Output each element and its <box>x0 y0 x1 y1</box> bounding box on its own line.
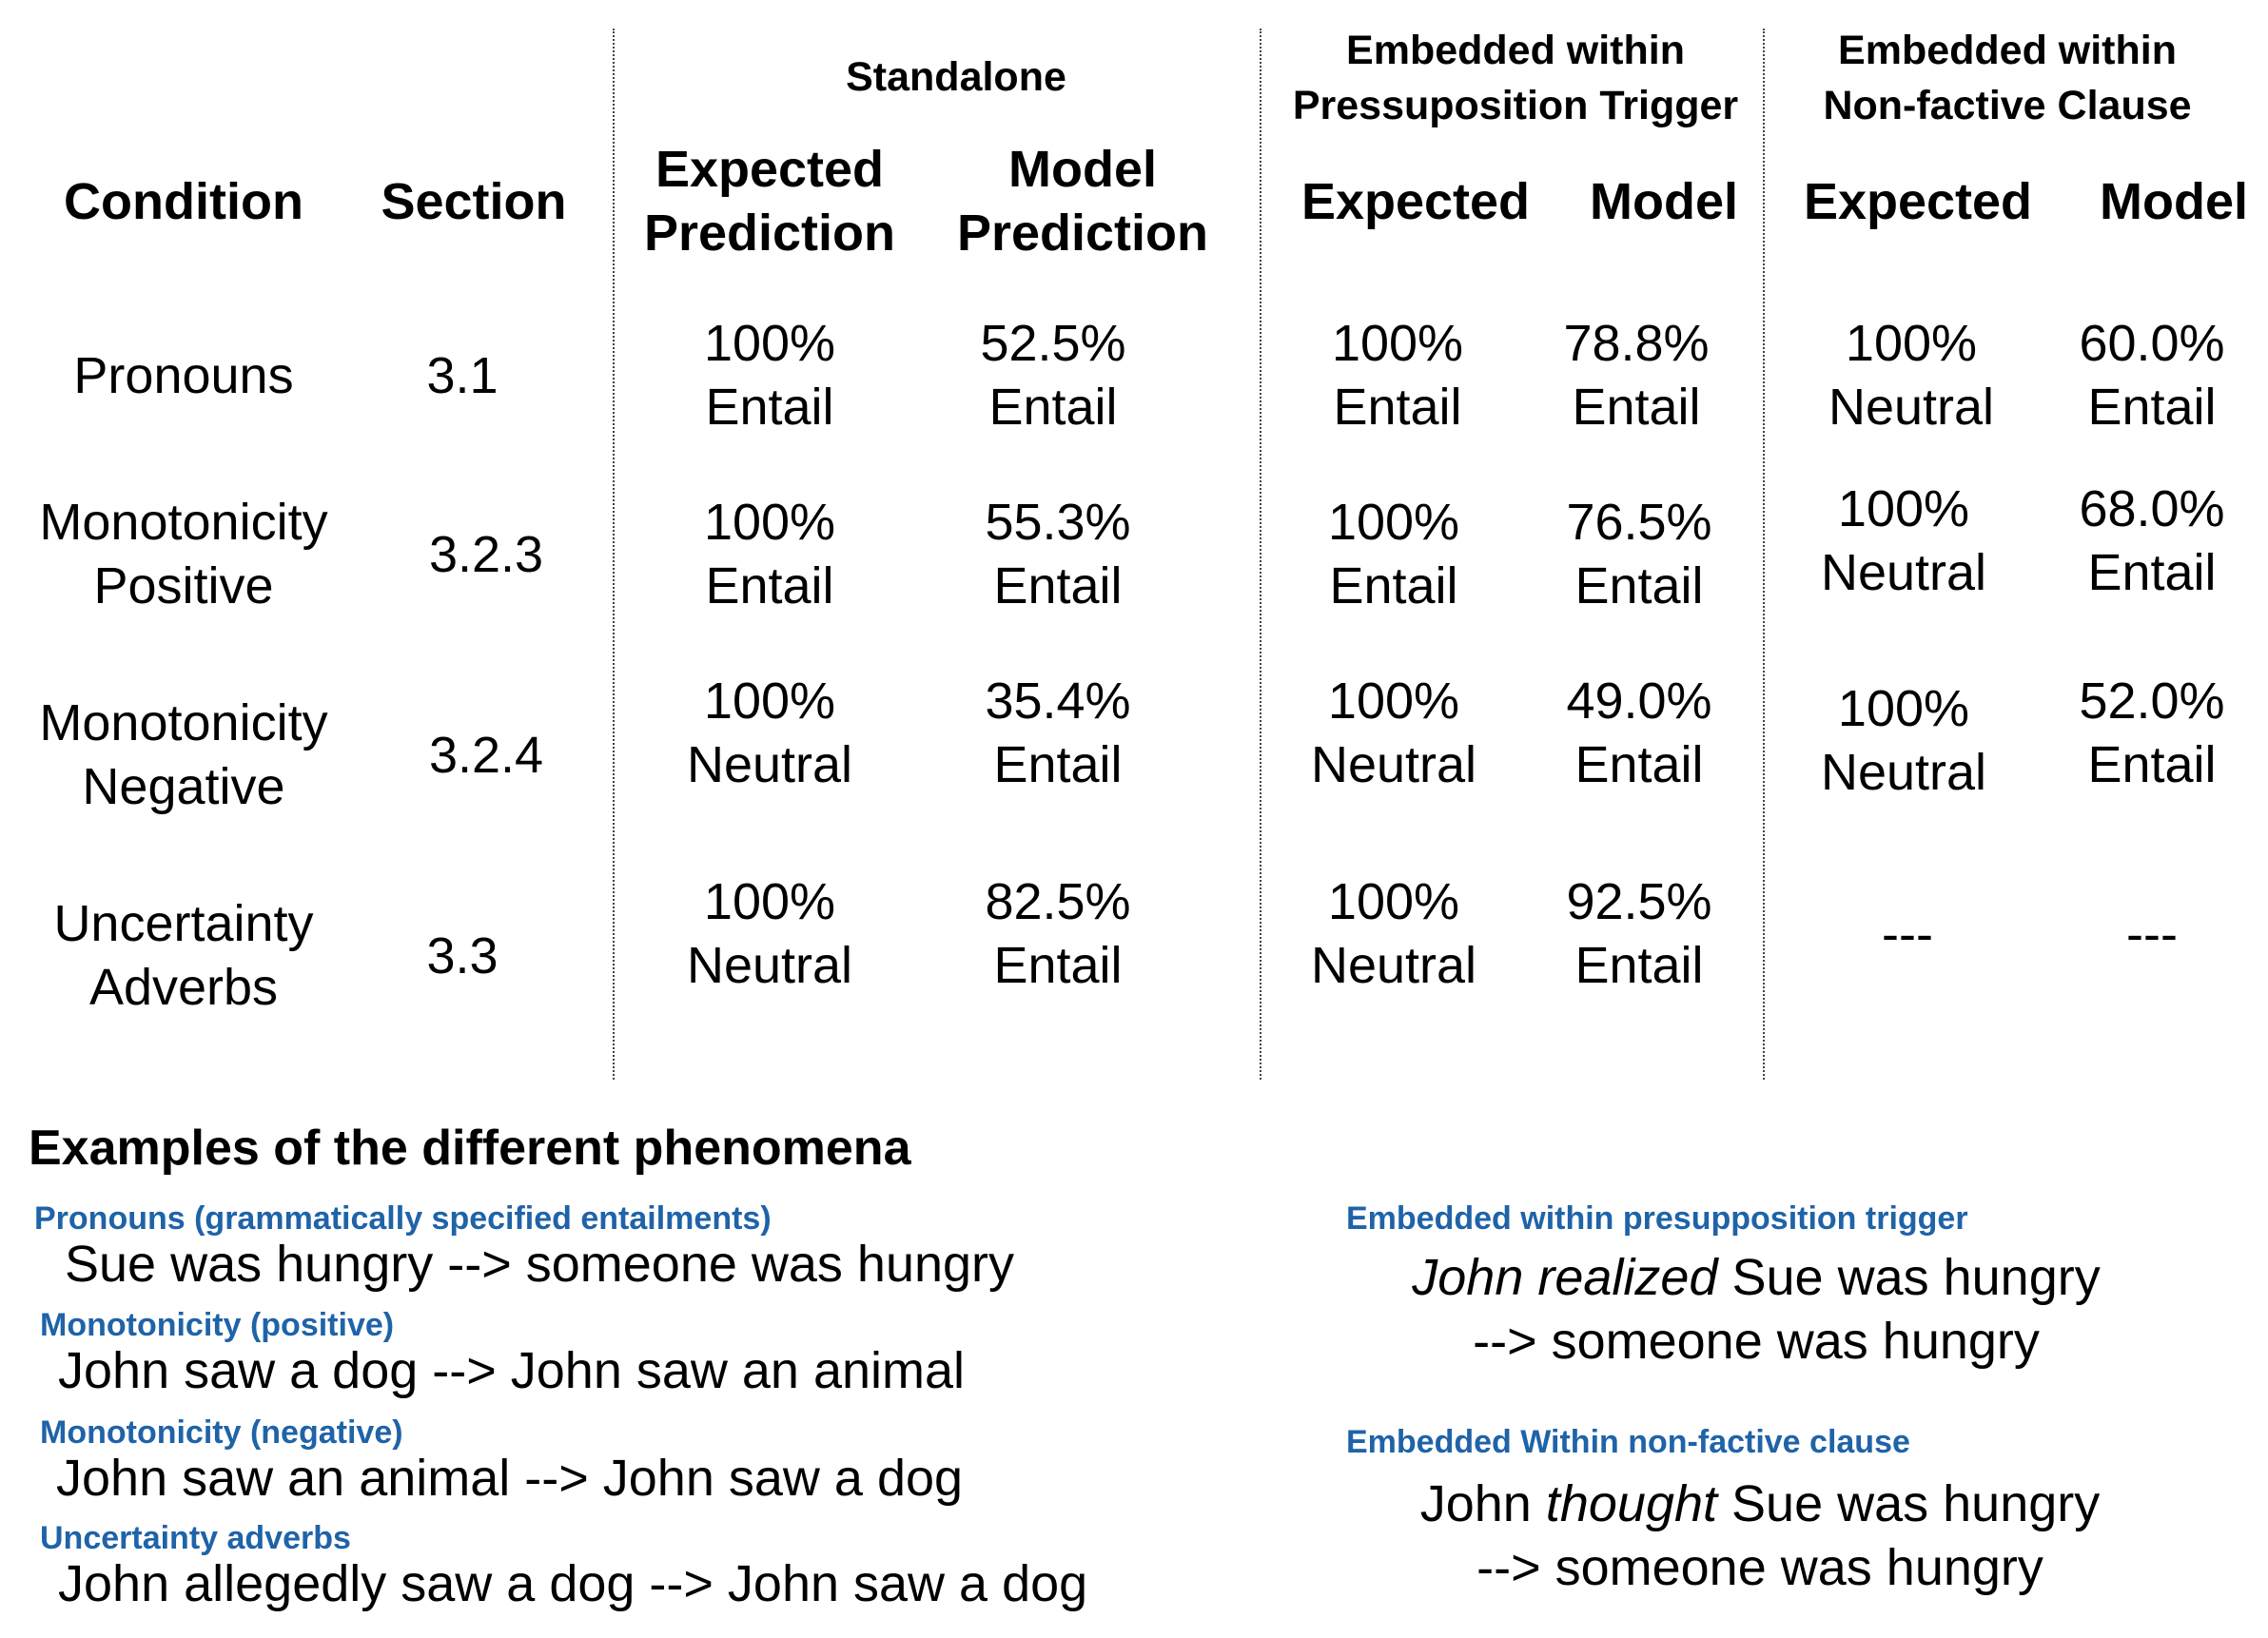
separator-standalone <box>613 29 615 1080</box>
example-italic-realized: John realized <box>1412 1249 1718 1306</box>
row-pronouns-pre-model: 78.8% Entail <box>1563 315 1710 436</box>
col-header-section: Section <box>381 173 567 230</box>
group-header-standalone: Standalone <box>846 54 1066 100</box>
row-uncertainty-nf-model: --- <box>2126 906 2178 963</box>
row-pronouns-pre-expected: 100% Entail <box>1331 315 1464 436</box>
example-text-mono-neg: John saw an animal --> John saw a dog <box>56 1450 964 1507</box>
example-text-nonfactive: John thought Sue was hungry --> someone was hungry <box>1419 1475 2101 1596</box>
example-label-mono-neg: Monotonicity (negative) <box>40 1414 403 1451</box>
row-uncertainty-nf-expected: --- <box>1882 906 1933 963</box>
row-uncertainty-pre-model: 92.5% Entail <box>1566 873 1712 994</box>
col-header-nf-expected: Expected <box>1803 173 2033 230</box>
separator-nonfactive <box>1763 29 1765 1080</box>
examples-title: Examples of the different phenomena <box>29 1121 911 1176</box>
example-label-presupposition: Embedded within presupposition trigger <box>1346 1200 1968 1237</box>
row-uncertainty-condition: Uncertainty Adverbs <box>53 895 314 1016</box>
separator-presupposition <box>1260 29 1261 1080</box>
row-mono-neg-nf-model: 52.0% Entail <box>2079 673 2225 793</box>
row-uncertainty-section: 3.3 <box>426 927 499 985</box>
example-label-nonfactive: Embedded Within non-factive clause <box>1346 1424 1910 1460</box>
row-mono-neg-section: 3.2.4 <box>428 727 544 784</box>
row-pronouns-section: 3.1 <box>426 347 499 404</box>
row-mono-pos-condition: Monotonicity Positive <box>39 494 328 614</box>
example-label-uncertainty: Uncertainty adverbs <box>40 1520 351 1556</box>
example-text-mono-pos: John saw a dog --> John saw an animal <box>58 1342 966 1399</box>
row-uncertainty-std-expected: 100% Neutral <box>686 873 853 994</box>
row-mono-neg-condition: Monotonicity Negative <box>39 694 328 815</box>
example-text-pronouns: Sue was hungry --> someone was hungry <box>65 1236 1015 1293</box>
col-header-std-expected: Expected Prediction <box>643 141 896 262</box>
example-text-presupposition: John realized Sue was hungry --> someone was hungry <box>1412 1249 2101 1370</box>
row-pronouns-condition: Pronouns <box>73 347 294 404</box>
col-header-std-model: Model Prediction <box>956 141 1209 262</box>
row-mono-pos-section: 3.2.3 <box>428 526 544 583</box>
row-mono-pos-nf-expected: 100% Neutral <box>1820 480 1987 601</box>
row-pronouns-std-model: 52.5% Entail <box>980 315 1126 436</box>
col-header-condition: Condition <box>64 173 303 230</box>
example-label-mono-pos: Monotonicity (positive) <box>40 1307 395 1343</box>
row-mono-pos-nf-model: 68.0% Entail <box>2079 480 2225 601</box>
row-mono-pos-std-expected: 100% Entail <box>703 494 836 614</box>
row-mono-neg-pre-expected: 100% Neutral <box>1310 673 1477 793</box>
col-header-pre-expected: Expected <box>1300 173 1531 230</box>
row-pronouns-nf-expected: 100% Neutral <box>1828 315 1995 436</box>
col-header-nf-model: Model <box>2100 173 2248 230</box>
row-mono-pos-pre-model: 76.5% Entail <box>1566 494 1712 614</box>
row-mono-pos-std-model: 55.3% Entail <box>985 494 1131 614</box>
row-uncertainty-std-model: 82.5% Entail <box>985 873 1131 994</box>
row-mono-neg-std-model: 35.4% Entail <box>985 673 1131 793</box>
row-mono-neg-nf-expected: 100% Neutral <box>1820 680 1987 801</box>
col-header-pre-model: Model <box>1590 173 1738 230</box>
example-label-pronouns: Pronouns (grammatically specified entailments) <box>34 1200 772 1237</box>
row-mono-neg-pre-model: 49.0% Entail <box>1566 673 1712 793</box>
row-mono-pos-pre-expected: 100% Entail <box>1327 494 1460 614</box>
group-header-nonfactive: Embedded within Non-factive Clause <box>1823 28 2192 128</box>
row-pronouns-std-expected: 100% Entail <box>703 315 836 436</box>
group-header-presupposition: Embedded within Pressuposition Trigger <box>1292 28 1739 128</box>
example-italic-thought: thought <box>1545 1475 1718 1532</box>
example-text-uncertainty: John allegedly saw a dog --> John saw a dog <box>58 1555 1088 1612</box>
row-mono-neg-std-expected: 100% Neutral <box>686 673 853 793</box>
row-pronouns-nf-model: 60.0% Entail <box>2079 315 2225 436</box>
row-uncertainty-pre-expected: 100% Neutral <box>1310 873 1477 994</box>
